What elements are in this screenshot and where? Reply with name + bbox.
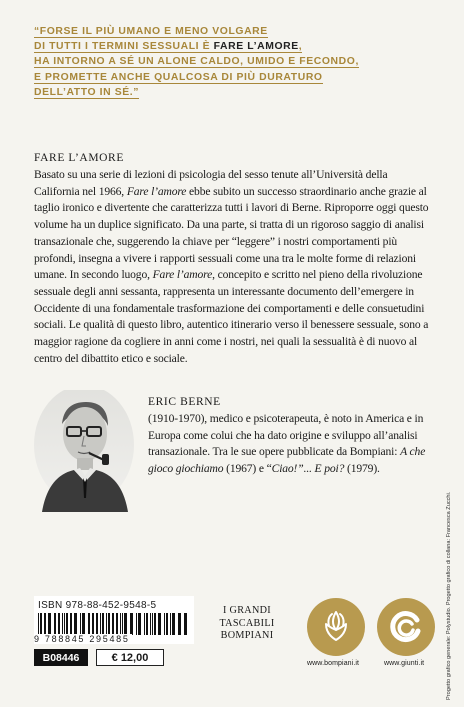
barcode-bar [130, 613, 133, 635]
description-paragraph [34, 167, 430, 367]
barcode-bar [96, 613, 98, 635]
series-name [216, 605, 278, 643]
isbn-label: ISBN 978-88-452-9548-5 [38, 600, 157, 611]
barcode-bar [70, 613, 72, 635]
barcode-bar [138, 613, 141, 635]
barcode-bar [164, 613, 165, 635]
author-name [148, 396, 221, 408]
giunti-url: www.giunti.it [384, 660, 425, 667]
book-code-badge: B08446 [34, 649, 88, 666]
barcode-bar [172, 613, 175, 635]
barcode-bar [152, 613, 153, 635]
description-title-ref-1: Fare l’amore [126, 184, 187, 198]
barcode-bar [120, 613, 121, 635]
barcode-bar [38, 613, 39, 635]
barcode-bar [44, 613, 46, 635]
giunti-logo-icon [377, 598, 435, 656]
barcode-bar [184, 613, 187, 635]
price-label: € 12,00 [96, 649, 164, 666]
author-bio-text-1: (1910-1970), medico e psicoterapeuta, è noto in America e in Europa come colui che ha dato origine e sviluppo all’analisi transazionale. Tra le sue opere pubblicate da Bompiani: [148, 412, 424, 459]
quote-line: HA INTORNO A SÉ UN ALONE CALDO, UMIDO E FECONDO, [34, 56, 359, 68]
barcode-bar [154, 613, 156, 635]
quote-line: “FORSE IL PIÙ UMANO E MENO VOLGARE [34, 26, 268, 37]
barcode-bar [136, 613, 137, 635]
author-bio-paragraph [148, 411, 426, 477]
barcode-bar [82, 613, 85, 635]
barcode-bar [62, 613, 63, 635]
barcode-bar [108, 613, 110, 635]
barcode-bar [58, 613, 60, 635]
author-work-1: A che gioco giochiamo [148, 445, 426, 475]
book-description [34, 167, 430, 367]
barcode-bar [150, 613, 151, 635]
barcode-bar [80, 613, 81, 635]
series-line: BOMPIANI [220, 630, 274, 641]
barcode-bar [64, 613, 65, 635]
author-bio-text-2: (1967) e “ [226, 461, 272, 475]
barcode-bar [92, 613, 94, 635]
series-line: I GRANDI [223, 605, 271, 616]
back-cover-quote [34, 24, 364, 100]
description-text-3: , concepito e scritto nel pieno della rivoluzione sessuale degli anni sessanta, rappresenta un interessante documento dell’emergere in Occidente di una fondamentale trasformazione dei comportamenti e delle consuetudini sociali. Le qualità di questo libro, autentico itinerario verso il benessere sessuale, sono a maggior ragione da cogliere in anni come i nostri, nei quali la sessualità è di nuovo al centro del dibattito etico e sociale. [34, 268, 429, 365]
author-photo [34, 390, 134, 512]
barcode-bar [74, 613, 77, 635]
barcode-bar [48, 613, 51, 635]
barcode-bar [144, 613, 145, 635]
barcode-bar [54, 613, 56, 635]
barcode-bar [66, 613, 68, 635]
design-credit: Progetto grafico generale: Polystudio. Progetto grafico di collana: Francesca Zucchi. [446, 491, 452, 700]
author-work-2: Ciao!”... E poi? [271, 461, 345, 475]
author-name-text: ERIC BERNE [148, 396, 221, 408]
quote-line: DELL’ATTO IN SÉ.” [34, 86, 140, 98]
barcode-bar [178, 613, 181, 635]
bompiani-logo-icon [307, 598, 365, 656]
section-title-text: FARE L’AMORE [34, 152, 124, 164]
description-text-2: ebbe subito un successo straordinario anche grazie al taglio ironico e divertente che caratterizza tutti i lavori di Berne. Riproporre oggi questo volume ha un duplice significato. Da una parte, si tratta di un rigoroso saggio di analisi transazionale che, suggerendo la chiave per “leggere” i nostri comportamenti più profondi, insegna a vivere i rapporti sessuali come una tra le molte forme di relazioni umane. In secondo luogo, [34, 184, 429, 282]
quote-emphasis: FARE L’AMORE [213, 41, 299, 53]
barcode-bar [166, 613, 168, 635]
series-line: TASCABILI [219, 617, 275, 629]
description-text-1: Basato su una serie di lezioni di psicologia del sesso tenute all’Università della California nel 1966, [34, 168, 388, 198]
section-title [34, 152, 124, 164]
bompiani-url: www.bompiani.it [307, 660, 360, 667]
barcode-bar [40, 613, 42, 635]
barcode-bar [116, 613, 118, 635]
quote-line: E PROMETTE ANCHE QUALCOSA DI PIÙ DURATURO [34, 71, 323, 83]
barcode-bar [146, 613, 148, 635]
barcode-digits: 9 788845 295485 [34, 634, 130, 644]
author-bio-text-3: (1979). [347, 461, 380, 475]
barcode-bar [88, 613, 90, 635]
quote-line: DI TUTTI I TERMINI SESSUALI È [34, 41, 211, 53]
barcode-bar [122, 613, 123, 635]
barcode-bar [102, 613, 104, 635]
description-title-ref-2: Fare l’amore [152, 268, 213, 282]
barcode-bar [170, 613, 171, 635]
barcode-bar [100, 613, 101, 635]
barcode-bar [106, 613, 107, 635]
quote-emphasis-suffix: , [298, 41, 303, 53]
barcode-bar [112, 613, 114, 635]
author-bio [148, 411, 426, 477]
barcode-bar [124, 613, 127, 635]
barcode-bar [158, 613, 161, 635]
